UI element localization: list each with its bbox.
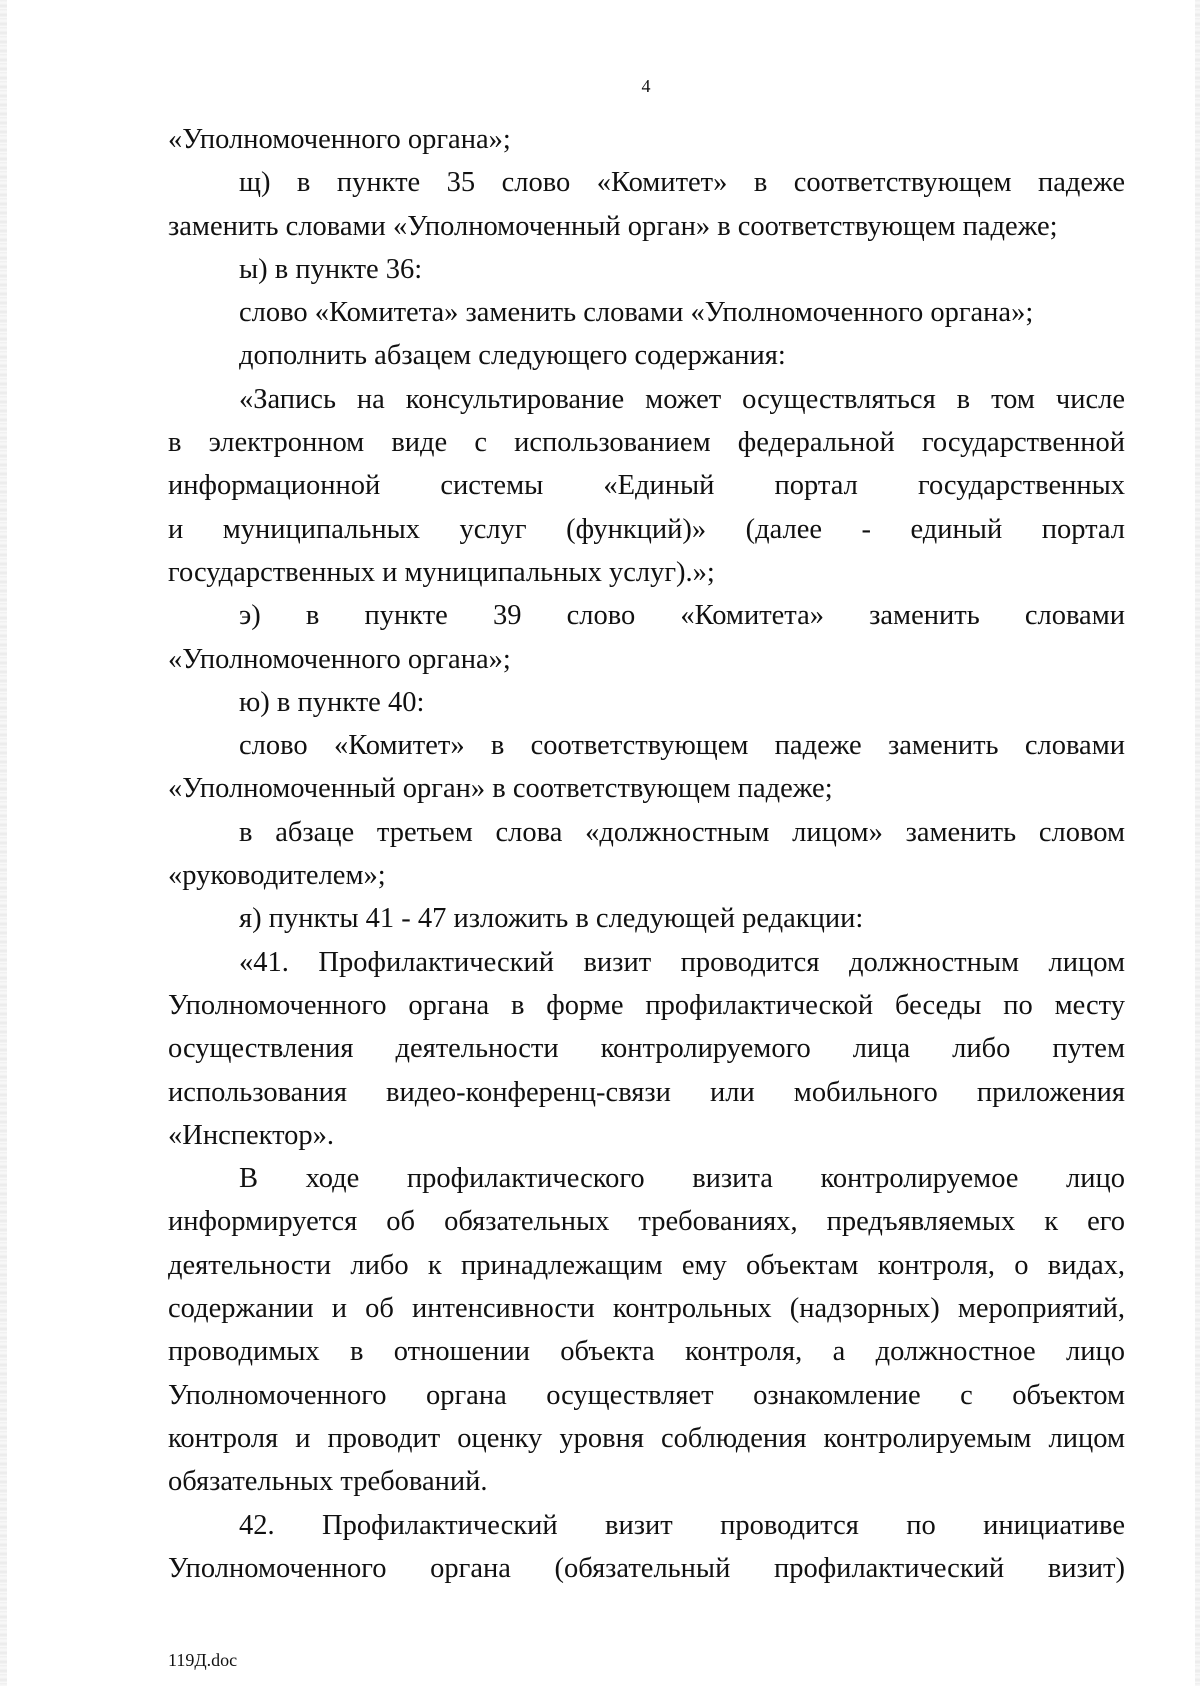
text-line: Уполномоченного органа в форме профилактической беседы по месту <box>168 989 1125 1021</box>
text-line: использования видео-конференц-связи или мобильного приложения <box>168 1076 1125 1108</box>
text-line: «Запись на консультирование может осуществляться в том числе <box>239 383 1125 415</box>
text-line: в абзаце третьем слова «должностным лицом» заменить словом <box>239 816 1125 848</box>
text-line: осуществления деятельности контролируемого лица либо путем <box>168 1033 1125 1065</box>
page-number: 4 <box>641 76 651 96</box>
scan-edge-right <box>1195 0 1200 1686</box>
text-line: 42. Профилактический визит проводится по инициативе <box>239 1509 1125 1541</box>
text-line: дополнить абзацем следующего содержания: <box>239 340 786 372</box>
text-line: информируется об обязательных требованиях, предъявляемых к его <box>168 1206 1125 1238</box>
text-line: ы) в пункте 36: <box>239 253 423 285</box>
text-line: обязательных требований. <box>168 1466 488 1498</box>
text-line: я) пункты 41 - 47 изложить в следующей редакции: <box>239 903 864 935</box>
text-line: контроля и проводит оценку уровня соблюдения контролируемым лицом <box>168 1422 1125 1454</box>
text-line: Уполномоченного органа осуществляет ознакомление с объектом <box>168 1379 1125 1411</box>
text-line: «Уполномоченного органа»; <box>168 124 511 155</box>
text-line: деятельности либо к принадлежащим ему объектам контроля, о видах, <box>168 1249 1125 1281</box>
text-line: содержании и об интенсивности контрольных (надзорных) мероприятий, <box>168 1293 1125 1325</box>
text-line: «Уполномоченного органа»; <box>168 643 511 675</box>
text-line: заменить словами «Уполномоченный орган» в соответствующем падеже; <box>168 210 1058 242</box>
file-name-footer: 119Д.doc <box>168 1650 238 1670</box>
text-line: и муниципальных услуг (функций)» (далее - единый портал <box>168 513 1125 545</box>
text-line: в электронном виде с использованием федеральной государственной <box>168 427 1125 459</box>
text-line: щ) в пункте 35 слово «Комитет» в соответствующем падеже <box>239 167 1125 199</box>
text-line: проводимых в отношении объекта контроля, а должностное лицо <box>168 1336 1125 1368</box>
text-line: В ходе профилактического визита контролируемое лицо <box>239 1163 1125 1195</box>
text-line: «Инспектор». <box>168 1119 335 1151</box>
document-body <box>168 118 1125 1590</box>
text-line: э) в пункте 39 слово «Комитета» заменить словами <box>239 600 1125 632</box>
text-line: ю) в пункте 40: <box>239 686 425 718</box>
text-line: информационной системы «Единый портал государственных <box>168 470 1125 502</box>
text-line: Уполномоченного органа (обязательный профилактический визит) <box>168 1552 1125 1584</box>
text-line: «Уполномоченный орган» в соответствующем падеже; <box>168 773 833 805</box>
text-line: «41. Профилактический визит проводится должностным лицом <box>239 946 1125 978</box>
text-line: государственных и муниципальных услуг).»; <box>168 556 715 588</box>
scan-edge-left <box>0 0 7 1686</box>
text-line: слово «Комитета» заменить словами «Уполномоченного органа»; <box>239 297 1034 329</box>
text-line: слово «Комитет» в соответствующем падеже заменить словами <box>239 730 1125 762</box>
text-line: «руководителем»; <box>168 860 386 892</box>
